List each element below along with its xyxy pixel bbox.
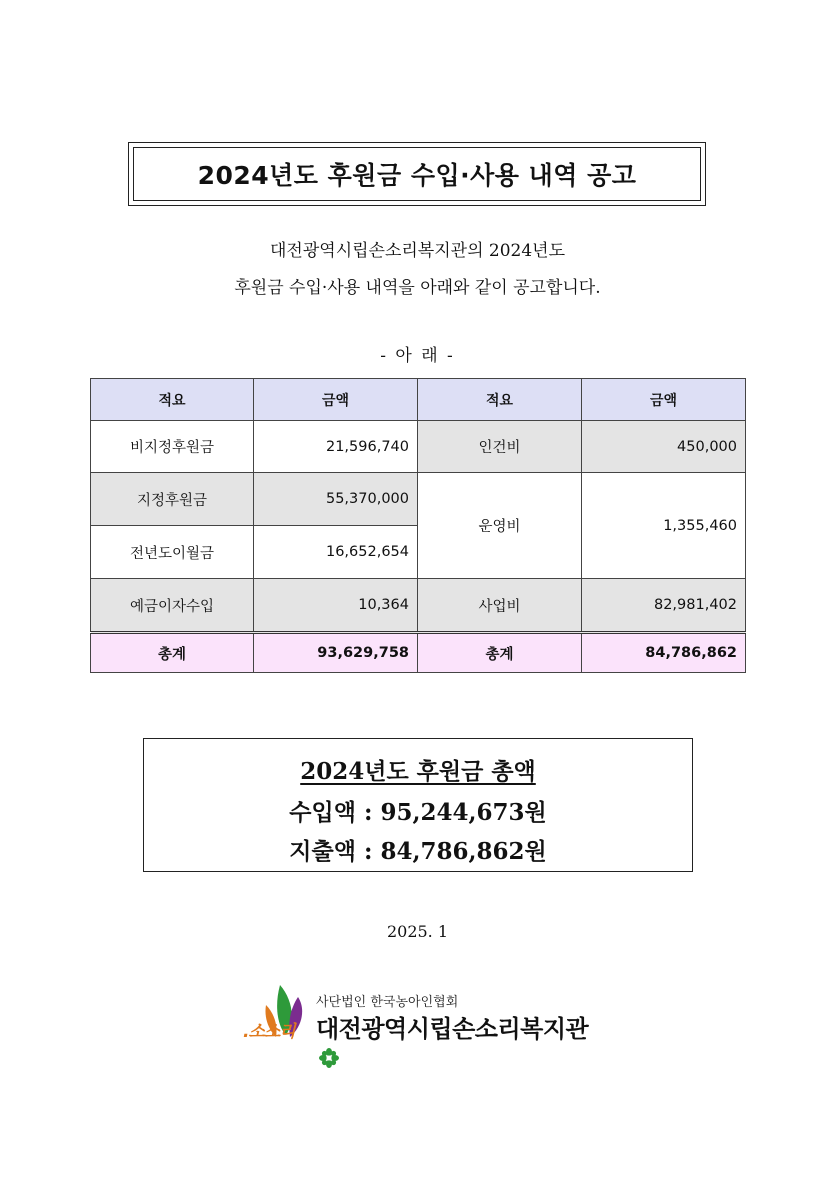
summary-box [143,738,693,872]
summary-title: 2024년도 후원금 총액 [300,758,536,785]
expense-amount-cell: 450,000 [582,421,746,473]
header-income-amount: 금액 [254,379,418,421]
below-label: - 아 래 - [380,346,455,366]
income-amount-cell: 21,596,740 [254,421,418,473]
header-income-label: 적요 [91,379,254,421]
date-text: 2025. 1 [386,922,449,941]
table-row [91,579,746,633]
income-label-cell: 지정후원금 [91,473,254,526]
logo-mark-text: .소소리 [243,1022,295,1042]
expense-label-cell: 인건비 [418,421,582,473]
page-title: 2024년도 후원금 수입·사용 내역 공고 [133,147,701,201]
expense-total-label: 총계 [418,633,582,673]
flower-icon [319,1048,339,1068]
income-total-amount: 93,629,758 [254,633,418,673]
income-amount-cell: 55,370,000 [254,473,418,526]
table-row [91,421,746,473]
header-expense-label: 적요 [418,379,582,421]
title-box [128,142,706,206]
income-label-cell: 전년도이월금 [91,526,254,579]
income-amount-cell: 16,652,654 [254,526,418,579]
expense-amount-cell: 82,981,402 [582,579,746,633]
table-header-row [91,379,746,421]
logo-org-name-text: 대전광역시립손소리복지관 [316,1015,589,1043]
income-amount-cell: 10,364 [254,579,418,633]
logo-subtitle: 사단법인 한국농아인협회 [316,995,459,1010]
expense-label-cell: 운영비 [418,473,582,579]
organization-logo [240,983,610,1045]
expense-total-amount: 84,786,862 [582,633,746,673]
logo-org-name [316,1009,610,1072]
header-expense-amount: 금액 [582,379,746,421]
income-label-cell: 예금이자수입 [91,579,254,633]
intro-line-1: 대전광역시립손소리복지관의 2024년도 [270,241,565,261]
summary-expense: 지출액 : 84,786,862원 [289,838,547,865]
expense-amount-cell: 1,355,460 [582,473,746,579]
income-total-label: 총계 [91,633,254,673]
summary-income: 수입액 : 95,244,673원 [289,799,547,826]
budget-table [90,378,746,673]
intro-line-2: 후원금 수입·사용 내역을 아래와 같이 공고합니다. [234,278,601,298]
income-label-cell: 비지정후원금 [91,421,254,473]
total-row [91,633,746,673]
expense-label-cell: 사업비 [418,579,582,633]
